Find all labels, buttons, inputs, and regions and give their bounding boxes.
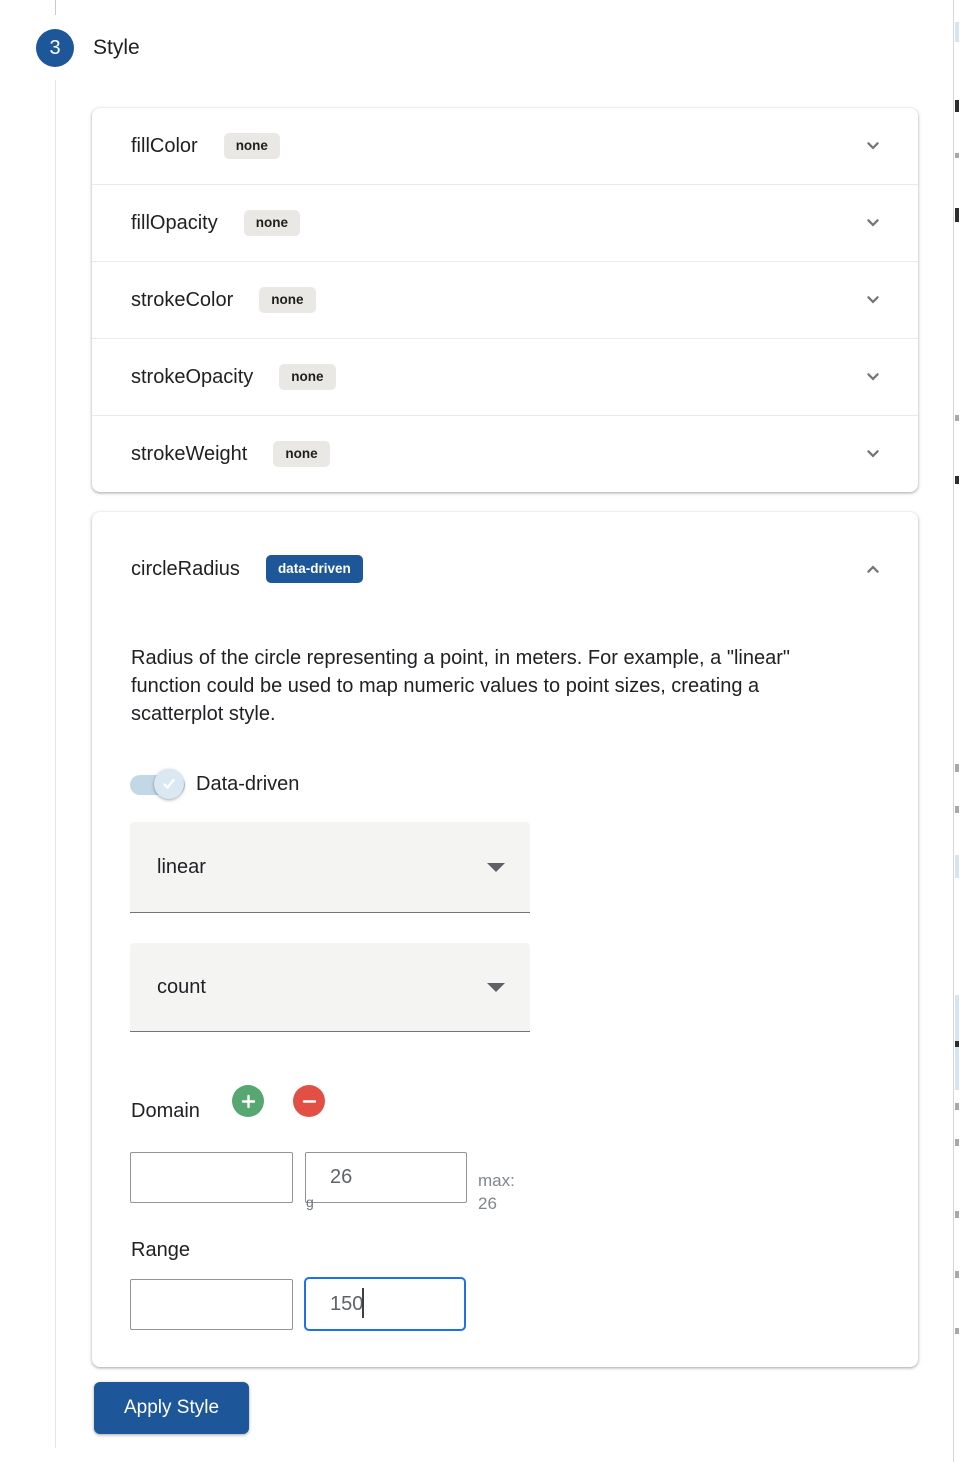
add-domain-stop-button[interactable]: [232, 1085, 264, 1117]
domain-min-input[interactable]: [130, 1152, 293, 1203]
chevron-down-icon[interactable]: [861, 442, 885, 466]
domain-max-hint-value: 26: [478, 1194, 497, 1213]
clipped-panel-fragment: [955, 22, 959, 42]
clipped-adjacent-panel: [953, 0, 960, 1462]
function-dropdown-value: linear: [157, 855, 206, 878]
property-name: strokeColor: [131, 288, 234, 311]
circle-radius-card: [92, 512, 918, 1367]
circle-radius-header-row[interactable]: [131, 552, 885, 586]
stepper-connector-line: [55, 0, 56, 15]
function-dropdown[interactable]: [130, 822, 530, 913]
step-number: 3: [49, 36, 61, 59]
step-number-badge: [36, 29, 74, 67]
property-name: circleRadius: [131, 557, 240, 580]
clipped-panel-fragment: [955, 1271, 959, 1278]
data-driven-toggle-label: Data-driven: [196, 773, 300, 795]
property-status-badge: none: [259, 287, 315, 313]
property-status-badge: none: [224, 133, 280, 159]
minus-icon: [302, 1094, 317, 1109]
domain-max-input[interactable]: [305, 1152, 467, 1203]
remove-domain-stop-button[interactable]: [293, 1085, 325, 1117]
stepper-connector-line: [55, 80, 56, 1448]
property-description: Radius of the circle representing a point, in meters. For example, a "linear" function could be used to map numeric values to point sizes, creating a scatterplot style.: [131, 647, 790, 725]
property-status-badge: none: [273, 441, 329, 467]
check-icon: [161, 776, 177, 792]
data-driven-badge: data-driven: [266, 555, 363, 583]
clipped-panel-fragment: [955, 1041, 959, 1047]
clipped-panel-fragment: [955, 764, 959, 772]
toggle-thumb[interactable]: [154, 769, 184, 799]
range-max-input[interactable]: [304, 1277, 466, 1331]
chevron-down-icon[interactable]: [861, 211, 885, 235]
domain-label: Domain: [131, 1100, 200, 1122]
property-name: fillOpacity: [131, 211, 218, 234]
clipped-panel-fragment: [955, 806, 959, 813]
caret-down-icon: [487, 863, 505, 872]
property-name: strokeOpacity: [131, 365, 254, 388]
caret-down-icon: [487, 983, 505, 992]
chevron-up-icon[interactable]: [861, 557, 885, 581]
property-row-strokeweight[interactable]: [92, 415, 918, 492]
apply-style-button[interactable]: Apply Style: [94, 1382, 249, 1434]
attribute-dropdown-value: count: [157, 975, 206, 998]
domain-max-hint-label: max:: [478, 1171, 515, 1190]
data-driven-toggle[interactable]: [130, 769, 188, 800]
stray-glyph: ɡ: [306, 1194, 314, 1210]
clipped-panel-fragment: [955, 1139, 959, 1146]
property-row-strokecolor[interactable]: [92, 261, 918, 338]
chevron-down-icon[interactable]: [861, 288, 885, 312]
property-name: strokeWeight: [131, 442, 248, 465]
property-row-fillcolor[interactable]: [92, 108, 918, 184]
clipped-panel-fragment: [955, 1103, 959, 1110]
property-status-badge: none: [244, 210, 300, 236]
domain-max-hint: [478, 1169, 515, 1215]
property-status-badge: none: [279, 364, 335, 390]
clipped-panel-fragment: [955, 476, 959, 484]
clipped-panel-fragment: [955, 855, 959, 878]
range-min-input[interactable]: [130, 1279, 293, 1330]
clipped-panel-fragment: [955, 153, 959, 158]
chevron-down-icon[interactable]: [861, 134, 885, 158]
clipped-panel-fragment: [955, 1328, 959, 1334]
step-title: Style: [93, 36, 140, 59]
property-row-fillopacity[interactable]: [92, 184, 918, 261]
text-cursor: [362, 1288, 364, 1318]
property-name: fillColor: [131, 134, 198, 157]
clipped-panel-fragment: [955, 100, 959, 112]
plus-icon: [241, 1094, 256, 1109]
style-properties-card: [92, 108, 918, 492]
clipped-panel-fragment: [955, 1211, 959, 1218]
attribute-dropdown[interactable]: [130, 943, 530, 1032]
chevron-down-icon[interactable]: [861, 365, 885, 389]
property-row-strokeopacity[interactable]: [92, 338, 918, 415]
clipped-panel-fragment: [955, 208, 959, 222]
clipped-panel-fragment: [955, 415, 959, 421]
range-label: Range: [131, 1239, 190, 1261]
